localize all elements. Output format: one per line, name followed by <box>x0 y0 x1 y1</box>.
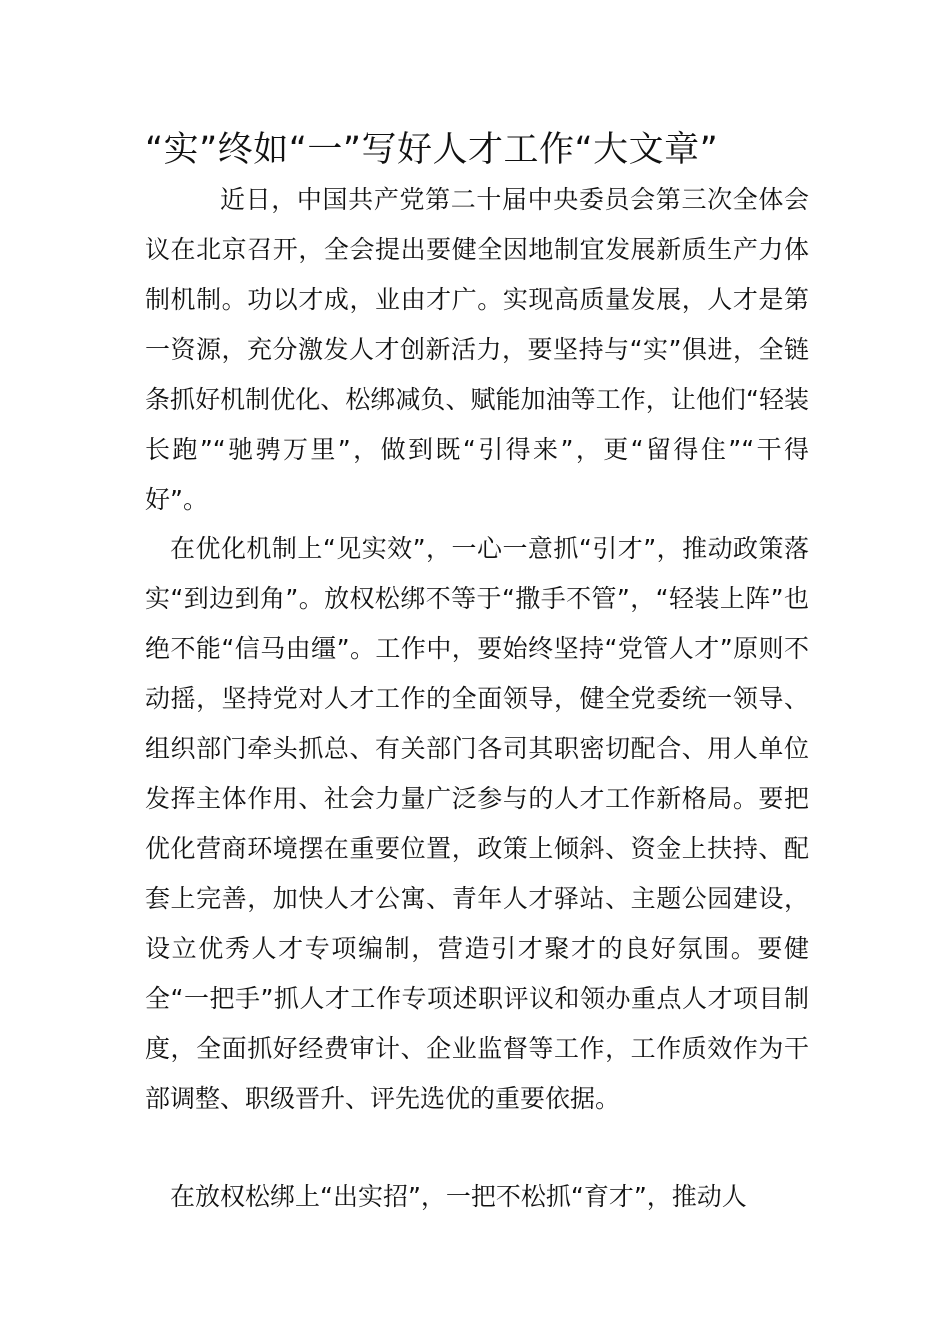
paragraph-2: 在优化机制上“见实效”，一心一意抓“引才”，推动政策落实“到边到角”。放权松绑不等于“撒手不管”，“轻装上阵”也绝不能“信马由缰”。工作中，要始终坚持“党管人才”原则不动摇，坚持党对人才工作的全面领导，健全党委统一领导、组织部门牵头抓总、有关部门各司其职密切配合、用人单位发挥主体作用、社会力量广泛参与的人才工作新格局。要把优化营商环境摆在重要位置，政策上倾斜、资金上扶持、配套上完善，加快人才公寓、青年人才驿站、主题公园建设，设立优秀人才专项编制，营造引才聚才的良好氛围。要健全“一把手”抓人才工作专项述职评议和领办重点人才项目制度，全面抓好经费审计、企业监督等工作，工作质效作为干部调整、职级晋升、评先选优的重要依据。 <box>145 534 809 1113</box>
paragraph-3: 在放权松绑上“出实招”，一把不松抓“育才”，推动人 <box>170 1182 747 1211</box>
document-title: “实”终如“一”写好人才工作“大文章” <box>145 130 719 170</box>
paragraph-1: 近日，中国共产党第二十届中央委员会第三次全体会议在北京召开，全会提出要健全因地制宜发展新质生产力体制机制。功以才成，业由才广。实现高质量发展，人才是第一资源，充分激发人才创新活力，要坚持与“实”俱进，全链条抓好机制优化、松绑减负、赋能加油等工作，让他们“轻装长跑”“驰骋万里”，做到既“引得来”，更“留得住”“干得好”。 <box>145 185 809 514</box>
